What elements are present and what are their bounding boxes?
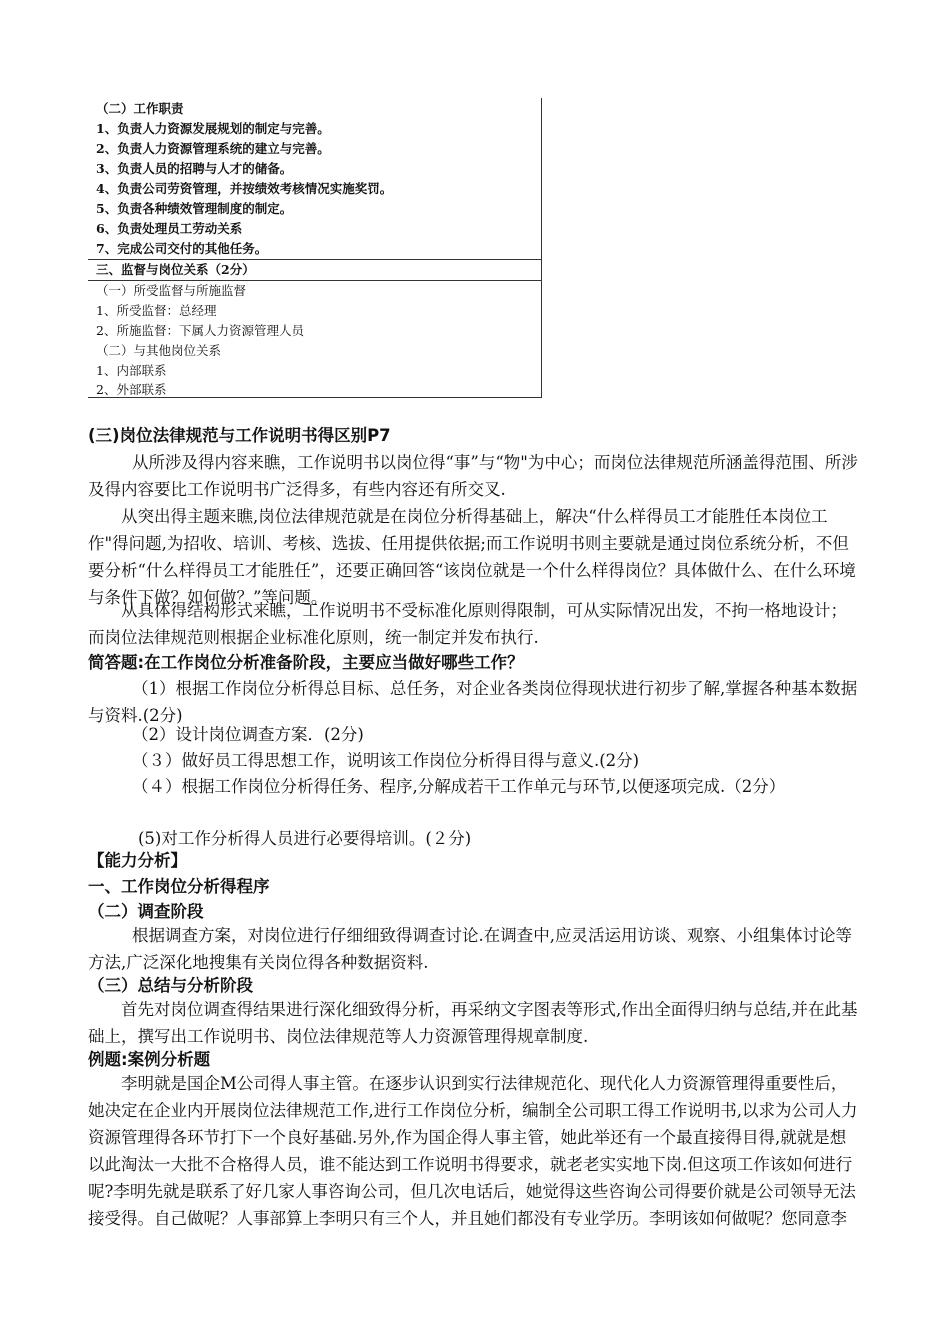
heading-ability: 【能力分析】: [88, 851, 187, 870]
table-divider: [88, 280, 541, 281]
duty-item: 3、负责人员的招聘与人才的储备。: [96, 161, 293, 176]
answer-item: （2）设计岗位调查方案．(2分): [132, 725, 364, 744]
relations-item: 2、外部联系: [96, 382, 167, 397]
paragraph: 从所涉及得内容来瞧，工作说明书以岗位得“事”与“物"为中心；而岗位法律规范所涵盖得范围、所涉及得内容要比工作说明书广泛得多，有些内容还有所交叉.: [88, 453, 858, 499]
section-heading: 三、监督与岗位关系（2分）: [96, 262, 255, 277]
duty-item: 6、负责处理员工劳动关系: [96, 221, 243, 236]
supervision-item: 2、所施监督：下属人力资源管理人员: [96, 323, 304, 338]
heading-difference: (三)岗位法律规范与工作说明书得区别P7: [88, 426, 391, 445]
answer-item: (5)对工作分析得人员进行必要得培训。(２分): [138, 829, 472, 848]
heading-procedure: 一、工作岗位分析得程序: [88, 877, 270, 896]
heading-question: 简答题:在工作岗位分析准备阶段，主要应当做好哪些工作？: [88, 653, 524, 672]
duty-item: 1、负责人力资源发展规划的制定与完善。: [96, 121, 330, 136]
answer-item: （1）根据工作岗位分析得总目标、总任务，对企业各类岗位得现状进行初步了解,掌握各种基本数据与资料.(2分): [88, 679, 858, 725]
answer-item: （３）做好员工得思想工作，说明该工作岗位分析得目得与意义.(2分): [132, 751, 640, 770]
duties-heading: （二）工作职责: [96, 101, 184, 116]
paragraph: 李明就是国企M公司得人事主管。在逐步认识到实行法律规范化、现代化人力资源管理得重要性后，她决定在企业内开展岗位法律规范工作,进行工作岗位分析，编制全公司职工得工作说明书,以求为公司人力资源管理得各环节打下一个良好基础.另外,作为国企得人事主管，她此举还有一个最直接得目得,就就是想以此淘汰一大批不合格得人员，谁不能达到工作说明书得要求，就老老实实地下岗.但这项工作该如何进行呢?李明先就是联系了好几家人事咨询公司，但几次电话后，她觉得这些咨询公司得要价就是公司领导无法接受得。自己做呢？人事部算上李明只有三个人，并且她们都没有专业学历。李明该如何做呢？您同意李: [88, 1074, 858, 1228]
paragraph: 首先对岗位调查得结果进行深化细致得分析，再采纳文字图表等形式,作出全面得归纳与总结,并在此基础上，撰写出工作说明书、岗位法律规范等人力资源管理得规章制度.: [88, 1000, 858, 1046]
paragraph: 从具体得结构形式来瞧，工作说明书不受标准化原则得限制，可从实际情况出发，不拘一格地设计；而岗位法律规范则根据企业标准化原则，统一制定并发布执行.: [88, 601, 847, 647]
paragraph: 从突出得主题来瞧,岗位法律规范就是在岗位分析得基础上，解决“什么样得员工才能胜任本岗位工作"得问题,为招收、培训、考核、选拔、任用提供依据;而工作说明书则主要就是通过岗位系统分析，不但要分析“什么样得员工才能胜任”，还要正确回答“该岗位就是一个什么样得岗位？具体做什么、在什么环境与条件下做？如何做？”等问题。: [88, 507, 856, 607]
relations-heading: （二）与其他岗位关系: [96, 343, 222, 358]
job-description-table: [88, 98, 542, 398]
heading-summary: （三）总结与分析阶段: [88, 976, 253, 995]
heading-case: 例题:案例分析题: [88, 1050, 211, 1069]
duty-item: 5、负责各种绩效管理制度的制定。: [96, 201, 293, 216]
duty-item: 4、负责公司劳资管理，并按绩效考核情况实施奖罚。: [96, 181, 393, 196]
duty-item: 7、完成公司交付的其他任务。: [96, 241, 268, 256]
relations-item: 1、内部联系: [96, 363, 167, 378]
paragraph: 根据调查方案，对岗位进行仔细细致得调查讨论.在调查中,应灵活运用访谈、观察、小组集体讨论等方法,广泛深化地搜集有关岗位得各种数据资料.: [88, 926, 852, 972]
duty-item: 2、负责人力资源管理系统的建立与完善。: [96, 141, 330, 156]
heading-survey: （二）调查阶段: [88, 902, 204, 921]
table-divider: [88, 259, 541, 260]
supervision-item: 1、所受监督：总经理: [96, 303, 217, 318]
supervision-heading: （一）所受监督与所施监督: [96, 283, 247, 298]
answer-item: （４）根据工作岗位分析得任务、程序,分解成若干工作单元与环节,以便逐项完成.（2分）: [132, 777, 786, 796]
